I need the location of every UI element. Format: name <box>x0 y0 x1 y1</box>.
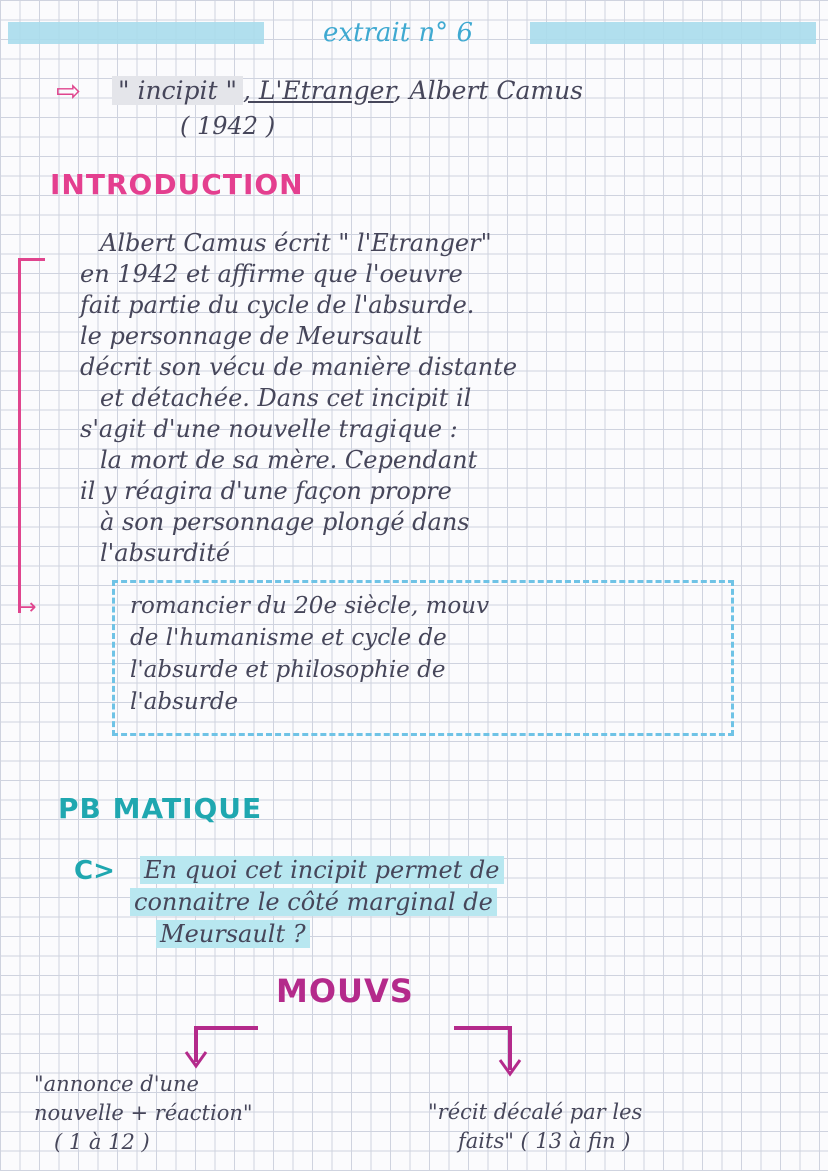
context-text <box>130 590 489 718</box>
question-line: En quoi cet incipit permet de <box>140 856 504 884</box>
problematique-heading: PB MATIQUE <box>58 792 263 825</box>
right-arrow-icon: ⇨ <box>56 74 82 109</box>
right-branch-arrow-icon <box>448 1020 538 1082</box>
publication-year: ( 1942 ) <box>180 112 276 140</box>
context-line: romancier du 20e siècle, mouv <box>130 593 490 619</box>
intro-line: fait partie du cycle de l'absurde. <box>80 291 475 319</box>
intro-line: il y réagira d'une façon propre <box>80 477 452 505</box>
reference-line <box>112 76 583 105</box>
introduction-paragraph <box>80 228 800 569</box>
context-line: l'absurde <box>130 689 239 715</box>
intro-line: l'absurdité <box>100 539 231 567</box>
intro-line: le personnage de Meursault <box>80 322 423 350</box>
header-highlight-left <box>8 22 264 44</box>
problematique-arrow-icon: C> <box>74 856 115 886</box>
intro-line: Albert Camus écrit " l'Etranger" <box>100 229 492 257</box>
intro-line: à son personnage plongé dans <box>100 508 470 536</box>
question-line: Meursault ? <box>156 920 310 948</box>
context-line: l'absurde et philosophie de <box>130 657 446 683</box>
book-title: , L'Etranger <box>243 76 394 105</box>
introduction-heading: INTRODUCTION <box>50 168 304 201</box>
intro-line: s'agit d'une nouvelle tragique : <box>80 415 458 443</box>
movement-one: "annonce d'une nouvelle + réaction" ( 1 à 12 ) <box>34 1072 253 1154</box>
question-line: connaitre le côté marginal de <box>130 888 497 916</box>
context-line: de l'humanisme et cycle de <box>130 625 447 651</box>
author-name: , Albert Camus <box>393 76 584 105</box>
header-highlight-right <box>530 22 816 44</box>
bracket-arrow-icon: → <box>18 595 37 620</box>
intro-line: la mort de sa mère. Cependant <box>100 446 478 474</box>
intro-line: en 1942 et affirme que l'oeuvre <box>80 260 463 288</box>
intro-line: décrit son vécu de manière distante <box>80 353 518 381</box>
bracket-line <box>18 258 45 613</box>
movement-two: "récit décalé par les faits" ( 13 à fin ) <box>428 1100 643 1153</box>
intro-line: et détachée. Dans cet incipit il <box>100 384 472 412</box>
page-title: extrait n° 6 <box>322 18 473 48</box>
left-branch-arrow-icon <box>178 1020 268 1072</box>
mouvements-heading: MOUVS <box>276 972 414 1010</box>
incipit-label: " incipit " <box>112 76 243 105</box>
